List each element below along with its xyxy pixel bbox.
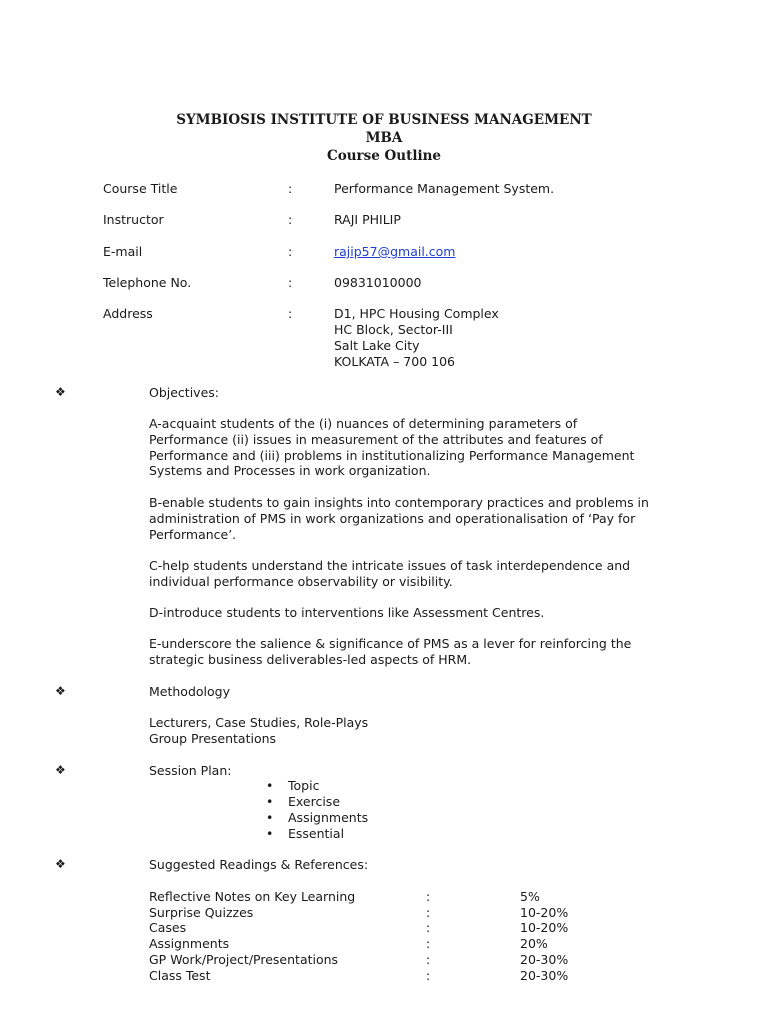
objective-paragraph xyxy=(149,636,689,668)
diamond-bullet-icon: ❖ xyxy=(55,684,66,698)
paragraph-line: Lecturers, Case Studies, Role-Plays xyxy=(149,715,369,730)
objectives-heading: Objectives: xyxy=(149,385,219,400)
paragraph-line: Systems and Processes in work organization. xyxy=(149,463,431,479)
instructor-colon: : xyxy=(288,212,293,227)
session-plan-item-label: Exercise xyxy=(288,794,341,809)
paragraph-line: Group Presentations xyxy=(149,730,277,746)
email-colon: : xyxy=(288,244,293,259)
paragraph-line: strategic business deliverables-led aspects of HRM. xyxy=(149,651,472,667)
reading-value: 20-30% xyxy=(520,952,569,967)
paragraph-line: Performance’. xyxy=(149,526,237,542)
course-title-label: Course Title xyxy=(103,181,178,196)
session-plan-item xyxy=(266,810,368,825)
objective-paragraph xyxy=(149,605,689,621)
reading-colon: : xyxy=(426,936,431,951)
methodology-heading: Methodology xyxy=(149,684,230,699)
paragraph-line: A-acquaint students of the (i) nuances of determining parameters of xyxy=(149,416,578,431)
email-label: E-mail xyxy=(103,244,143,259)
session-plan-item-label: Topic xyxy=(288,778,320,793)
session-plan-item xyxy=(266,826,344,841)
objective-paragraph xyxy=(149,416,689,479)
methodology-text xyxy=(149,715,689,747)
instructor-value: RAJI PHILIP xyxy=(334,212,401,227)
reading-colon: : xyxy=(426,968,431,983)
paragraph-line: individual performance observability or visibility. xyxy=(149,573,453,589)
email-link[interactable]: rajip57@gmail.com xyxy=(334,244,456,259)
reading-value: 10-20% xyxy=(520,920,569,935)
address-line: KOLKATA – 700 106 xyxy=(334,354,455,369)
instructor-label: Instructor xyxy=(103,212,164,227)
reading-label: Cases xyxy=(149,920,187,935)
session-plan-item-label: Essential xyxy=(288,826,345,841)
reading-value: 20% xyxy=(520,936,548,951)
diamond-bullet-icon: ❖ xyxy=(55,385,66,399)
telephone-value: 09831010000 xyxy=(334,275,422,290)
course-title-colon: : xyxy=(288,181,293,196)
telephone-label: Telephone No. xyxy=(103,275,192,290)
objective-paragraph xyxy=(149,495,689,542)
address-line: Salt Lake City xyxy=(334,338,420,353)
document-title: Course Outline xyxy=(326,148,442,164)
diamond-bullet-icon: ❖ xyxy=(55,763,66,777)
bullet-dot-icon: • xyxy=(266,826,274,841)
paragraph-line: C-help students understand the intricate issues of task interdependence and xyxy=(149,558,631,573)
paragraph-line: Performance (ii) issues in measurement of the attributes and features of xyxy=(149,431,603,447)
reading-label: Class Test xyxy=(149,968,211,983)
session-plan-item-label: Assignments xyxy=(288,810,369,825)
telephone-colon: : xyxy=(288,275,293,290)
paragraph-line: administration of PMS in work organizations and operationalisation of ‘Pay for xyxy=(149,510,636,526)
reading-colon: : xyxy=(426,905,431,920)
address-line: HC Block, Sector-III xyxy=(334,322,453,337)
bullet-dot-icon: • xyxy=(266,778,274,793)
reading-colon: : xyxy=(426,952,431,967)
readings-heading: Suggested Readings & References: xyxy=(149,857,369,872)
institute-name: SYMBIOSIS INSTITUTE OF BUSINESS MANAGEMENT xyxy=(176,112,592,128)
diamond-bullet-icon: ❖ xyxy=(55,857,66,871)
program-name: MBA xyxy=(365,130,403,146)
bullet-dot-icon: • xyxy=(266,810,274,825)
session-plan-heading: Session Plan: xyxy=(149,763,232,778)
paragraph-line: B-enable students to gain insights into contemporary practices and problems in xyxy=(149,495,649,510)
address-line: D1, HPC Housing Complex xyxy=(334,306,499,321)
reading-label: Surprise Quizzes xyxy=(149,905,254,920)
address-colon: : xyxy=(288,306,293,321)
reading-colon: : xyxy=(426,920,431,935)
reading-value: 5% xyxy=(520,889,540,904)
reading-label: Assignments xyxy=(149,936,230,951)
reading-label: GP Work/Project/Presentations xyxy=(149,952,339,967)
session-plan-item xyxy=(266,794,340,809)
course-title-value: Performance Management System. xyxy=(334,181,555,196)
objective-paragraph xyxy=(149,558,689,590)
reading-value: 20-30% xyxy=(520,968,569,983)
paragraph-line: Performance and (iii) problems in institutionalizing Performance Management xyxy=(149,447,635,463)
bullet-dot-icon: • xyxy=(266,794,274,809)
reading-value: 10-20% xyxy=(520,905,569,920)
reading-colon: : xyxy=(426,889,431,904)
address-value xyxy=(334,306,499,370)
address-label: Address xyxy=(103,306,153,321)
session-plan-item xyxy=(266,778,319,793)
reading-label: Reflective Notes on Key Learning xyxy=(149,889,356,904)
paragraph-line: E-underscore the salience & significance of PMS as a lever for reinforcing the xyxy=(149,636,632,651)
paragraph-line: D-introduce students to interventions like Assessment Centres. xyxy=(149,605,545,620)
